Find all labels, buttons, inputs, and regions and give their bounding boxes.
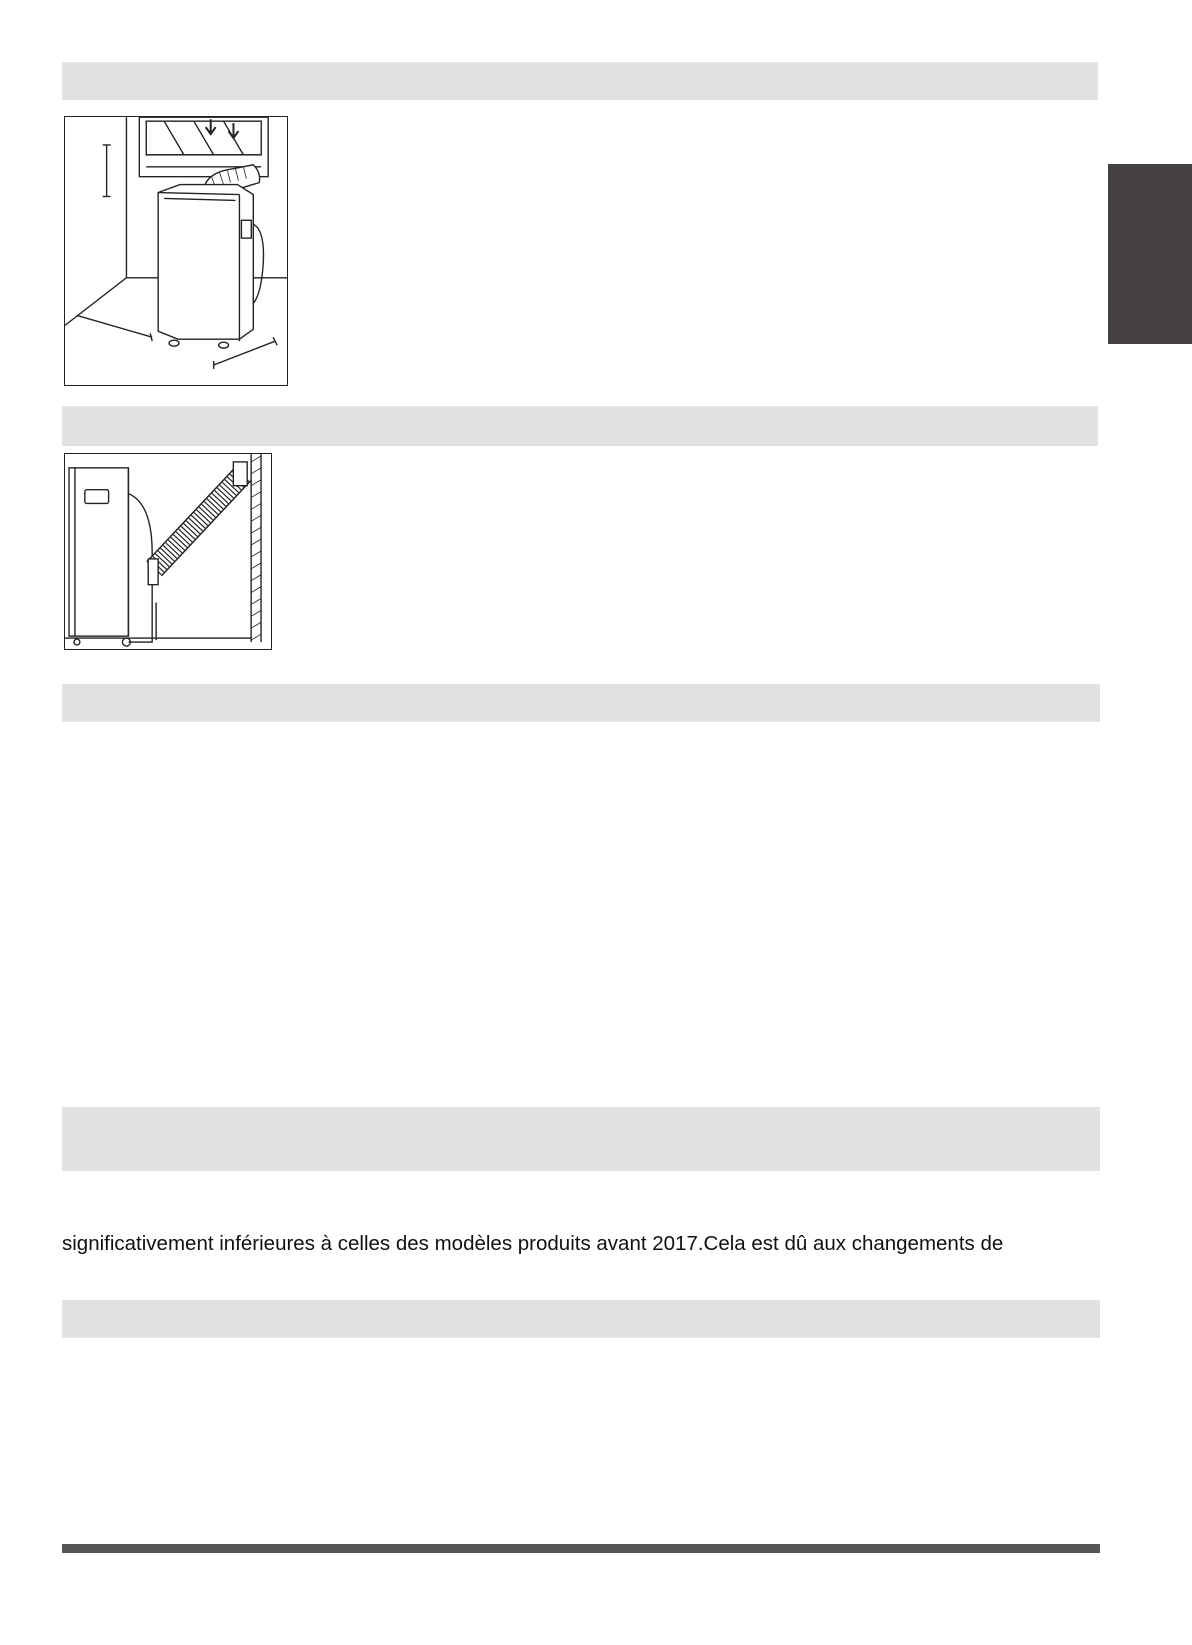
- section-header-band-5: [62, 1300, 1100, 1338]
- footer-rule: [62, 1544, 1100, 1553]
- side-tab: [1108, 164, 1192, 344]
- section-header-band-3: [62, 684, 1100, 722]
- section-header-band-1: [62, 62, 1098, 100]
- section-header-band-2: [62, 406, 1098, 446]
- figure-ac-wall-clearance: [64, 453, 272, 650]
- figure-ac-window-installation: [64, 116, 288, 386]
- body-text-line: significativement inférieures à celles des modèles produits avant 2017.Cela est dû aux changements de: [62, 1232, 1004, 1255]
- section-header-band-4: [62, 1107, 1100, 1171]
